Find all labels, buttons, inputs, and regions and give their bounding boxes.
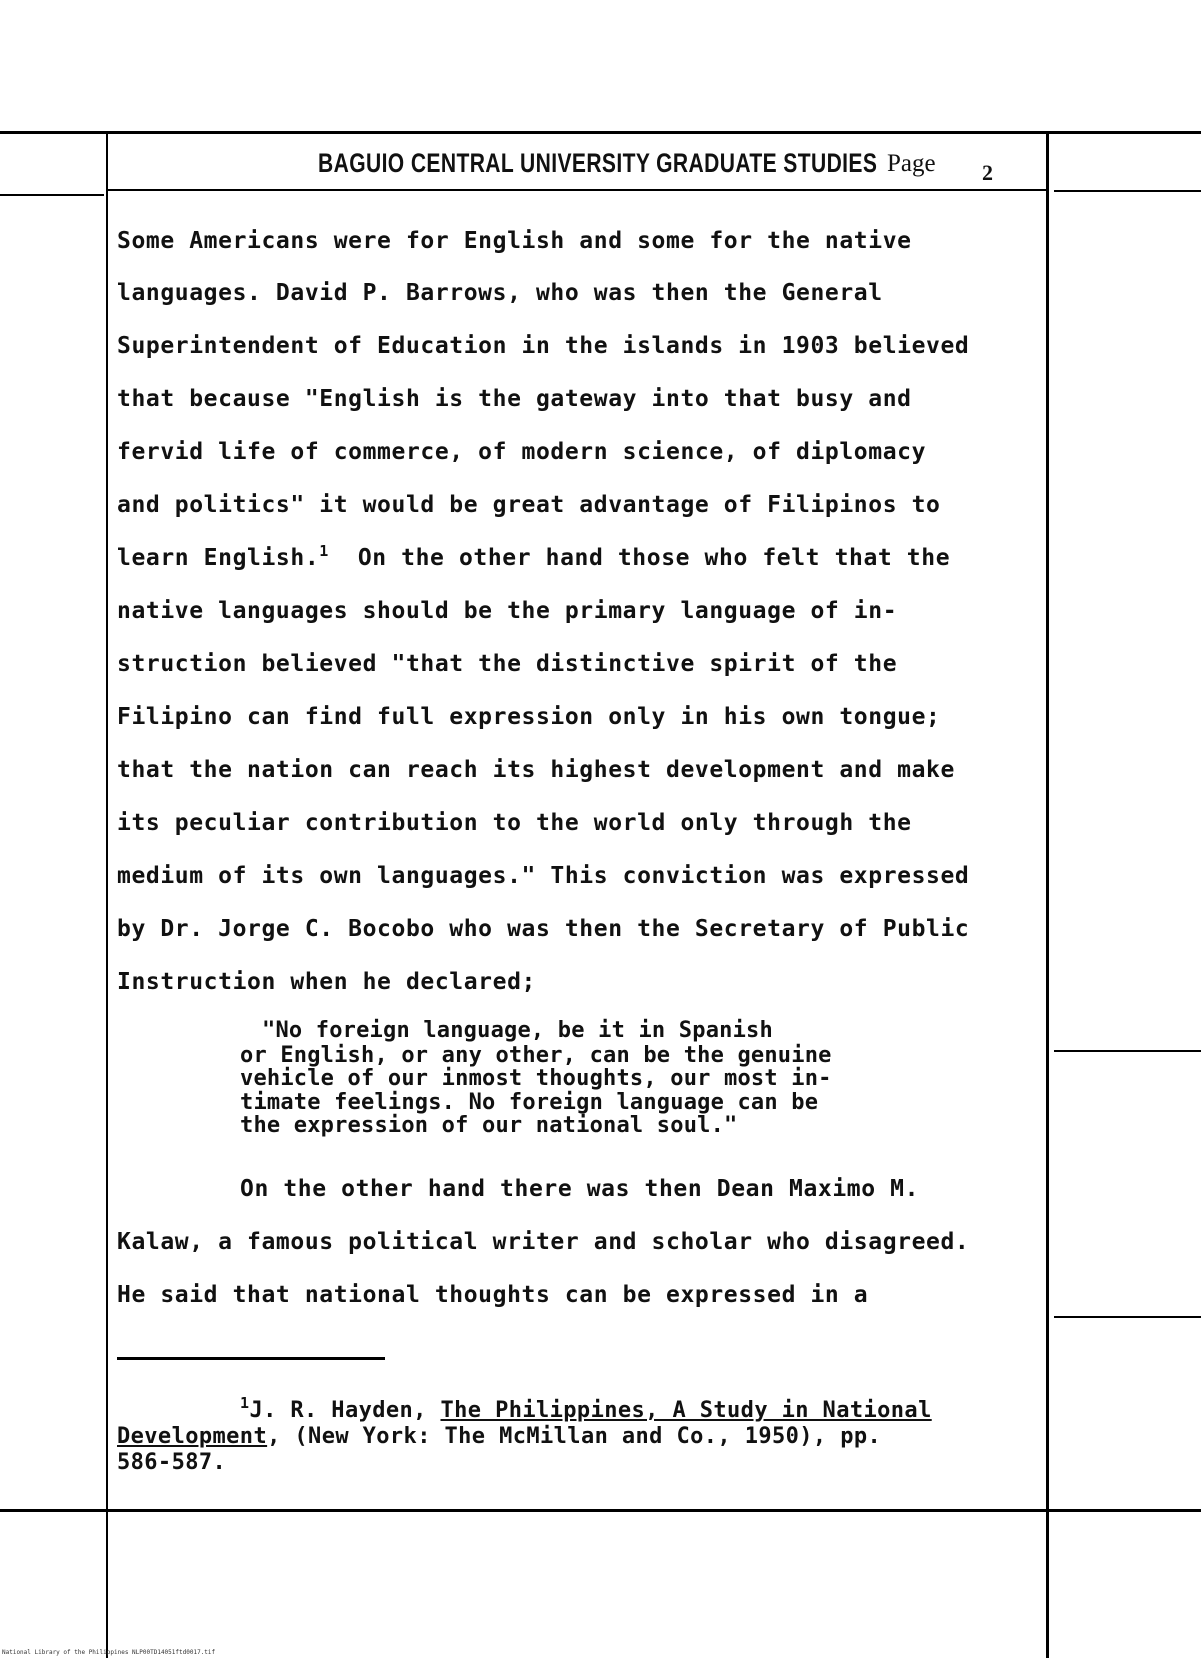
right-margin-rule-mid xyxy=(1054,1050,1201,1052)
scan-credit: National Library of the Philippines NLP00TD14051ftd0017.tif xyxy=(2,1649,216,1656)
body-line: Superintendent of Education in the islands in 1903 believed xyxy=(117,333,970,359)
footnote-publisher: , (New York: The McMillan and Co., 1950), pp. xyxy=(267,1424,882,1449)
body-line: medium of its own languages." This conviction was expressed xyxy=(117,863,970,889)
footnote-title: The Philippines, A Study in National xyxy=(440,1398,932,1423)
header-underline xyxy=(106,189,1046,191)
footnote-title-continued: Development xyxy=(117,1424,268,1449)
body-line: that because "English is the gateway into that busy and xyxy=(117,386,912,412)
body-line: Kalaw, a famous political writer and scholar who disagreed. xyxy=(117,1229,970,1255)
right-frame-line xyxy=(1046,131,1049,1658)
body-line: its peculiar contribution to the world only through the xyxy=(117,810,912,836)
body-line: by Dr. Jorge C. Bocobo who was then the Secretary of Public xyxy=(117,916,970,942)
body-line: that the nation can reach its highest development and make xyxy=(117,757,955,783)
body-line-end: On the other hand those who felt that the xyxy=(357,545,951,571)
left-frame-line xyxy=(106,131,108,1658)
top-rule xyxy=(0,131,1201,134)
body-line-start: learn English. xyxy=(117,545,320,571)
block-quote-line: or English, or any other, can be the genuine xyxy=(240,1043,832,1068)
right-margin-rule-top xyxy=(1054,190,1201,192)
body-line: languages. David P. Barrows, who was then the General xyxy=(117,280,883,306)
footnote-marker: 1 xyxy=(240,1394,250,1412)
bottom-rule xyxy=(0,1509,1201,1512)
footnote-separator xyxy=(117,1357,385,1360)
footnote-reference: 1 xyxy=(319,542,329,560)
block-quote-line: the expression of our national soul." xyxy=(240,1113,738,1138)
body-line: Filipino can find full expression only in his own tongue; xyxy=(117,704,941,730)
body-line-with-footnote xyxy=(117,542,951,571)
body-line: He said that national thoughts can be expressed in a xyxy=(117,1282,869,1308)
body-line: fervid life of commerce, of modern science, of diplomacy xyxy=(117,439,927,465)
body-line: Instruction when he declared; xyxy=(117,969,536,995)
body-line: and politics" it would be great advantage of Filipinos to xyxy=(117,492,941,518)
body-line: Some Americans were for English and some for the native xyxy=(117,228,912,254)
university-header-title: BAGUIO CENTRAL UNIVERSITY GRADUATE STUDIES xyxy=(318,148,878,178)
block-quote-line: "No foreign language, be it in Spanish xyxy=(262,1018,773,1043)
footnote-author: J. R. Hayden, xyxy=(249,1398,441,1423)
footnote-line-1 xyxy=(240,1394,932,1423)
body-line: On the other hand there was then Dean Maximo M. xyxy=(240,1176,920,1202)
footnote-line-2 xyxy=(117,1424,881,1449)
block-quote-line: vehicle of our inmost thoughts, our most in- xyxy=(240,1066,832,1091)
footnote-line-3: 586-587. xyxy=(117,1450,227,1475)
right-margin-rule-low xyxy=(1054,1316,1201,1318)
body-line: struction believed "that the distinctive spirit of the xyxy=(117,651,898,677)
body-line: native languages should be the primary language of in- xyxy=(117,598,898,624)
page-label: Page xyxy=(887,150,936,177)
block-quote-line: timate feelings. No foreign language can be xyxy=(240,1090,819,1115)
left-margin-rule-top xyxy=(0,194,104,196)
page-number: 2 xyxy=(982,160,993,185)
